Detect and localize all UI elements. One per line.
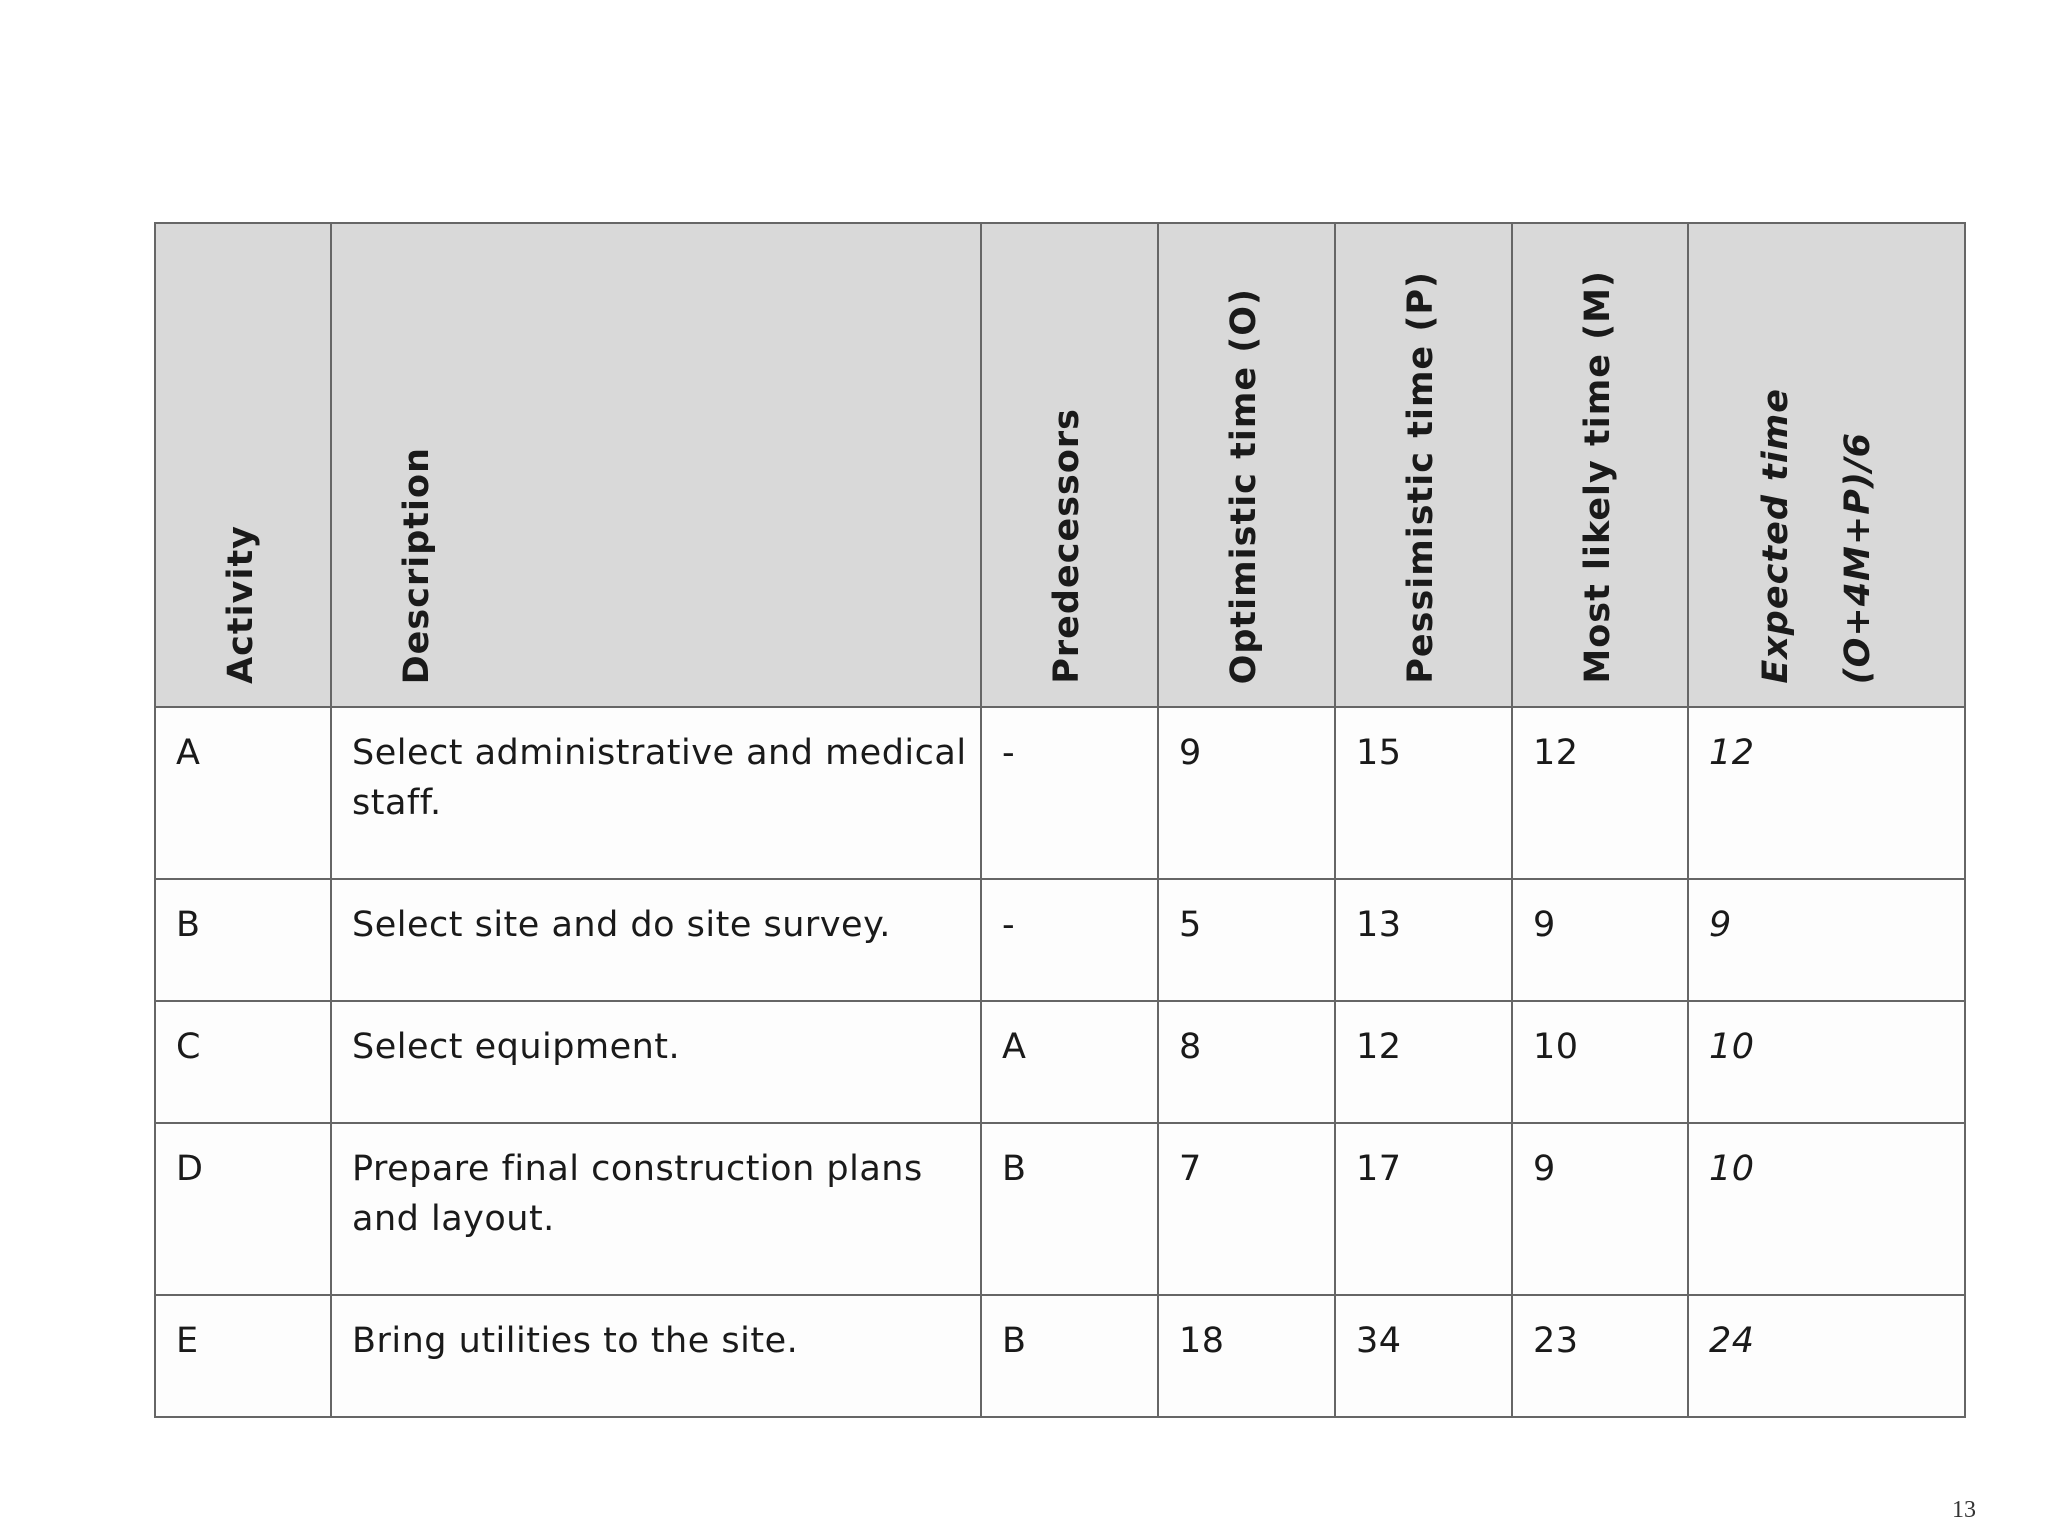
slide-number: 13 [1952, 1497, 1976, 1523]
header-predecessors [981, 223, 1158, 707]
cell-most-likely: 10 [1512, 1001, 1688, 1123]
header-most-likely-label: Most likely time (M) [1578, 270, 1618, 684]
header-description [331, 223, 981, 707]
header-activity-label: Activity [221, 525, 261, 684]
cell-optimistic: 18 [1158, 1295, 1335, 1417]
header-predecessors-label: Predecessors [1047, 408, 1087, 684]
header-optimistic [1158, 223, 1335, 707]
cell-predecessors: - [981, 879, 1158, 1001]
cell-most-likely: 9 [1512, 879, 1688, 1001]
table-row [155, 707, 1965, 879]
pert-activity-table [154, 222, 1966, 1418]
cell-pessimistic: 34 [1335, 1295, 1512, 1417]
header-pessimistic [1335, 223, 1512, 707]
cell-activity: A [155, 707, 331, 879]
table-row [155, 879, 1965, 1001]
table-row [155, 1123, 1965, 1295]
cell-activity: D [155, 1123, 331, 1295]
cell-optimistic: 8 [1158, 1001, 1335, 1123]
cell-pessimistic: 13 [1335, 879, 1512, 1001]
cell-predecessors: A [981, 1001, 1158, 1123]
table-row [155, 1001, 1965, 1123]
cell-expected: 24 [1688, 1295, 1965, 1417]
cell-optimistic: 7 [1158, 1123, 1335, 1295]
cell-most-likely: 9 [1512, 1123, 1688, 1295]
cell-description: Bring utilities to the site. [331, 1295, 981, 1417]
cell-description: Select administrative and medical staff. [331, 707, 981, 879]
header-optimistic-label: Optimistic time (O) [1224, 287, 1264, 684]
cell-expected: 10 [1688, 1123, 1965, 1295]
cell-most-likely: 12 [1512, 707, 1688, 879]
cell-activity: E [155, 1295, 331, 1417]
header-expected [1688, 223, 1965, 707]
header-most-likely [1512, 223, 1688, 707]
header-activity [155, 223, 331, 707]
header-description-label: Description [397, 446, 437, 684]
cell-pessimistic: 12 [1335, 1001, 1512, 1123]
header-expected-formula: (O+4M+P)/6 [1838, 431, 1878, 684]
cell-expected: 10 [1688, 1001, 1965, 1123]
cell-pessimistic: 15 [1335, 707, 1512, 879]
cell-expected: 9 [1688, 879, 1965, 1001]
cell-expected: 12 [1688, 707, 1965, 879]
cell-predecessors: B [981, 1295, 1158, 1417]
header-expected-label: Expected time [1756, 388, 1796, 684]
header-pessimistic-label: Pessimistic time (P) [1401, 271, 1441, 684]
cell-optimistic: 9 [1158, 707, 1335, 879]
cell-most-likely: 23 [1512, 1295, 1688, 1417]
cell-optimistic: 5 [1158, 879, 1335, 1001]
cell-predecessors: B [981, 1123, 1158, 1295]
cell-pessimistic: 17 [1335, 1123, 1512, 1295]
table-row [155, 1295, 1965, 1417]
cell-predecessors: - [981, 707, 1158, 879]
header-row [155, 223, 1965, 707]
cell-description: Select equipment. [331, 1001, 981, 1123]
cell-activity: B [155, 879, 331, 1001]
cell-description: Prepare final construction plans and layout. [331, 1123, 981, 1295]
cell-activity: C [155, 1001, 331, 1123]
cell-description: Select site and do site survey. [331, 879, 981, 1001]
